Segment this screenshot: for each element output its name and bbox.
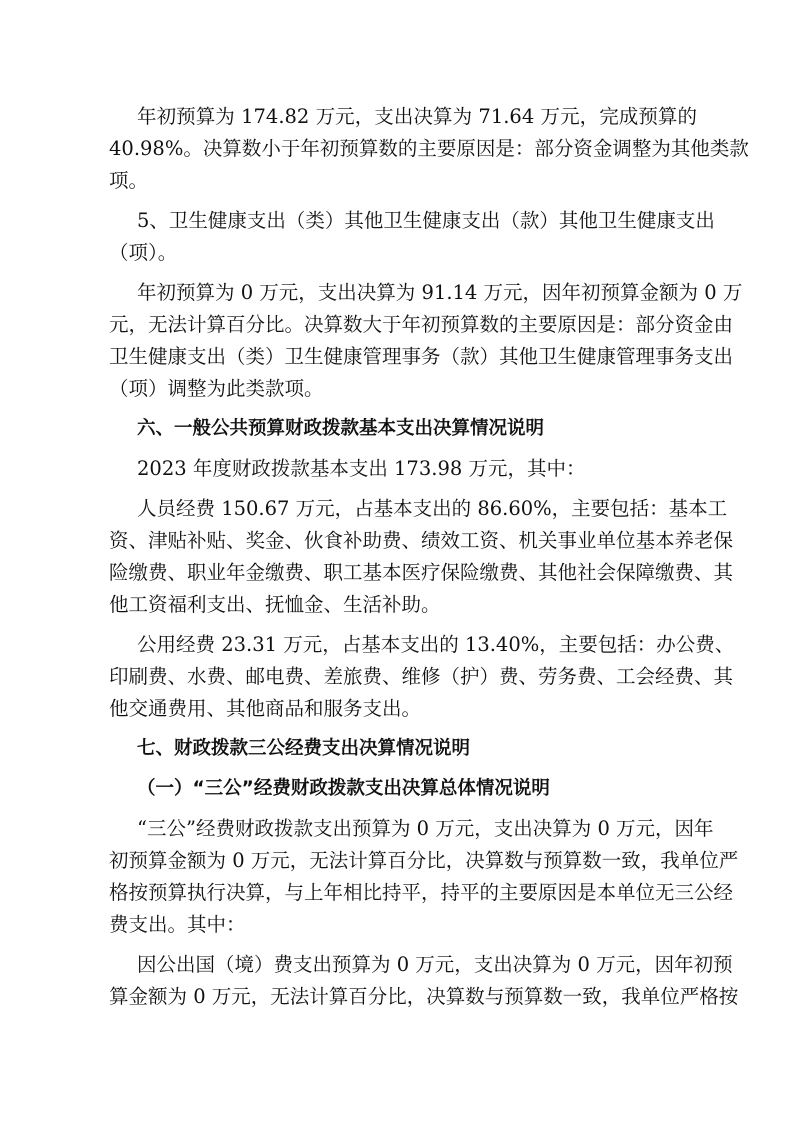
text-line: 5、卫生健康支出（类）其他卫生健康支出（款）其他卫生健康支出 [137,209,715,232]
text-line: 40.98%。决算数小于年初预算数的主要原因是：部分资金调整为其他类款 [109,137,749,160]
text-line: 年初预算为 0 万元，支出决算为 91.14 万元，因年初预算金额为 0 万 [137,281,743,304]
text-line: 他工资福利支出、抚恤金、生活补助。 [109,593,441,616]
text-line: 印刷费、水费、邮电费、差旅费、维修（护）费、劳务费、工会经费、其 [109,665,734,688]
section-heading: 六、一般公共预算财政拨款基本支出决算情况说明 [137,418,545,439]
text-line: 因公出国（境）费支出预算为 0 万元，支出决算为 0 万元，因年初预 [137,953,733,976]
text-line: 初预算金额为 0 万元，无法计算百分比，决算数与预算数一致，我单位严 [109,849,739,872]
text-line: 险缴费、职业年金缴费、职工基本医疗保险缴费、其他社会保障缴费、其 [109,561,734,584]
text-line: 公用经费 23.31 万元，占基本支出的 13.40%，主要包括：办公费、 [137,633,735,656]
document-page [109,101,749,1013]
text-line: 2023 年度财政拨款基本支出 173.98 万元，其中： [137,457,586,480]
text-line: （项）。 [109,241,178,264]
text-line: （项）调整为此类款项。 [109,377,324,400]
text-line: 费支出。其中： [109,913,246,936]
text-line: 资、津贴补贴、奖金、伙食补助费、绩效工资、机关事业单位基本养老保 [109,529,734,552]
text-line: 元，无法计算百分比。决算数大于年初预算数的主要原因是：部分资金由 [109,313,734,336]
text-line: 项。 [109,169,149,192]
section-heading: （一）“三公”经费财政拨款支出决算总体情况说明 [137,778,550,799]
section-heading: 七、财政拨款三公经费支出决算情况说明 [137,738,471,759]
text-line: “三公”经费财政拨款支出预算为 0 万元，支出决算为 0 万元，因年 [137,817,714,840]
text-line: 年初预算为 174.82 万元，支出决算为 71.64 万元，完成预算的 [137,105,697,128]
text-line: 卫生健康支出（类）卫生健康管理事务（款）其他卫生健康管理事务支出 [109,345,734,368]
text-line: 人员经费 150.67 万元，占基本支出的 86.60%，主要包括：基本工 [137,497,728,520]
text-line: 格按预算执行决算，与上年相比持平，持平的主要原因是本单位无三公经 [109,881,734,904]
text-line: 算金额为 0 万元，无法计算百分比，决算数与预算数一致，我单位严格按 [109,985,739,1008]
text-line: 他交通费用、其他商品和服务支出。 [109,697,422,720]
